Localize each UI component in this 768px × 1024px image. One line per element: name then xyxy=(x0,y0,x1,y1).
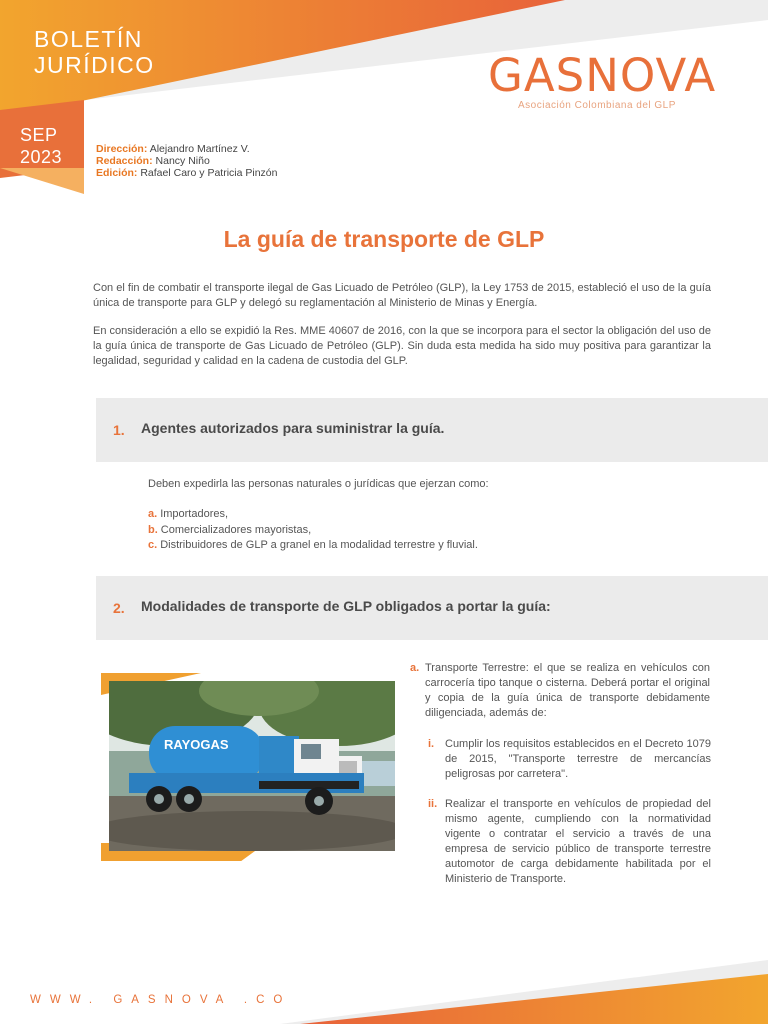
footer-background-shapes xyxy=(0,960,768,1024)
agents-list xyxy=(148,507,478,554)
section-1-header xyxy=(96,398,768,462)
modality-item-a: a. Transporte Terrestre: el que se realiza en vehículos con carrocería tipo tanque o cisterna. Deberá portar el original y copia de la guía única de transporte debidamente diligenciada, además de: xyxy=(410,662,710,719)
gasnova-logo xyxy=(488,49,720,111)
footer-website-link[interactable]: WWW. GASNOVA .CO xyxy=(30,994,292,1006)
credit-editing: Redacción: Nancy Niño xyxy=(96,155,210,167)
logo-tagline: Asociación Colombiana del GLP xyxy=(518,100,676,111)
logo-wordmark: GASNOVA xyxy=(488,49,717,102)
modality-sub-item-i: i. Cumplir los requisitos establecidos en el Decreto 1079 de 2015, "Transporte terrestre de mercancías peligrosas por carretera". xyxy=(428,738,711,780)
credit-edition: Edición: Rafael Caro y Patricia Pinzón xyxy=(96,167,278,179)
list-item: b. Comercializadores mayoristas, xyxy=(148,523,312,536)
intro-paragraph-1: Con el fin de combatir el transporte ilegal de Gas Licuado de Petróleo (GLP), la Ley 1753 de 2015, estableció el uso de la guía única de transporte para GLP y delegó su reglamentación al Ministerio de Minas y Energía. xyxy=(93,282,711,309)
bulletin-title-line2: JURÍDICO xyxy=(34,52,155,78)
bulletin-title-line1: BOLETÍN xyxy=(34,26,143,52)
truck-photo-frame xyxy=(101,673,401,861)
modality-sub-item-ii: ii. Realizar el transporte en vehículos de propiedad del mismo agente, cumpliendo con la normatividad vigente o contratar el servicio a través de una empresa de servicio público de transporte terrestre automotor de carga debidamente habilitada por el Ministerio de Transporte. xyxy=(428,798,711,885)
issue-month: SEP xyxy=(20,125,58,145)
section-2-title: Modalidades de transporte de GLP obligados a portar la guía: xyxy=(141,598,551,614)
section-1-number: 1. xyxy=(113,422,125,438)
credits-block xyxy=(96,143,278,179)
issue-date xyxy=(20,124,62,168)
credit-direction: Dirección: Alejandro Martínez V. xyxy=(96,143,250,155)
section-1-title: Agentes autorizados para suministrar la guía. xyxy=(141,420,445,436)
list-item: c. Distribuidores de GLP a granel en la modalidad terrestre y fluvial. xyxy=(148,539,478,551)
document-title: La guía de transporte de GLP xyxy=(223,226,545,252)
section-2-number: 2. xyxy=(113,600,125,616)
issue-year: 2023 xyxy=(20,147,63,167)
intro-paragraph-2: En consideración a ello se expidió la Res. MME 40607 de 2016, con la que se incorpora para el sector la obligación del uso de la guía única de transporte de Gas Licuado de Petróleo (GLP). Sin duda esta medida ha sido muy positiva para garantizar la legalidad, seguridad y calidad en la cadena de custodia del GLP. xyxy=(93,325,711,367)
gas-truck-photo xyxy=(109,681,395,851)
truck-brand-text: RAYOGAS xyxy=(164,737,229,752)
bulletin-title xyxy=(34,26,155,78)
section-1-intro: Deben expedirla las personas naturales o jurídicas que ejerzan como: xyxy=(148,478,489,490)
section-2-header xyxy=(96,576,768,640)
modality-item-a-text: Transporte Terrestre: el que se realiza en vehículos con carrocería tipo tanque o cisterna. Deberá portar el original y copia de la guía única de transporte debidamente diligenciada, además de: xyxy=(425,662,710,719)
list-item: a. Importadores, xyxy=(148,508,229,520)
